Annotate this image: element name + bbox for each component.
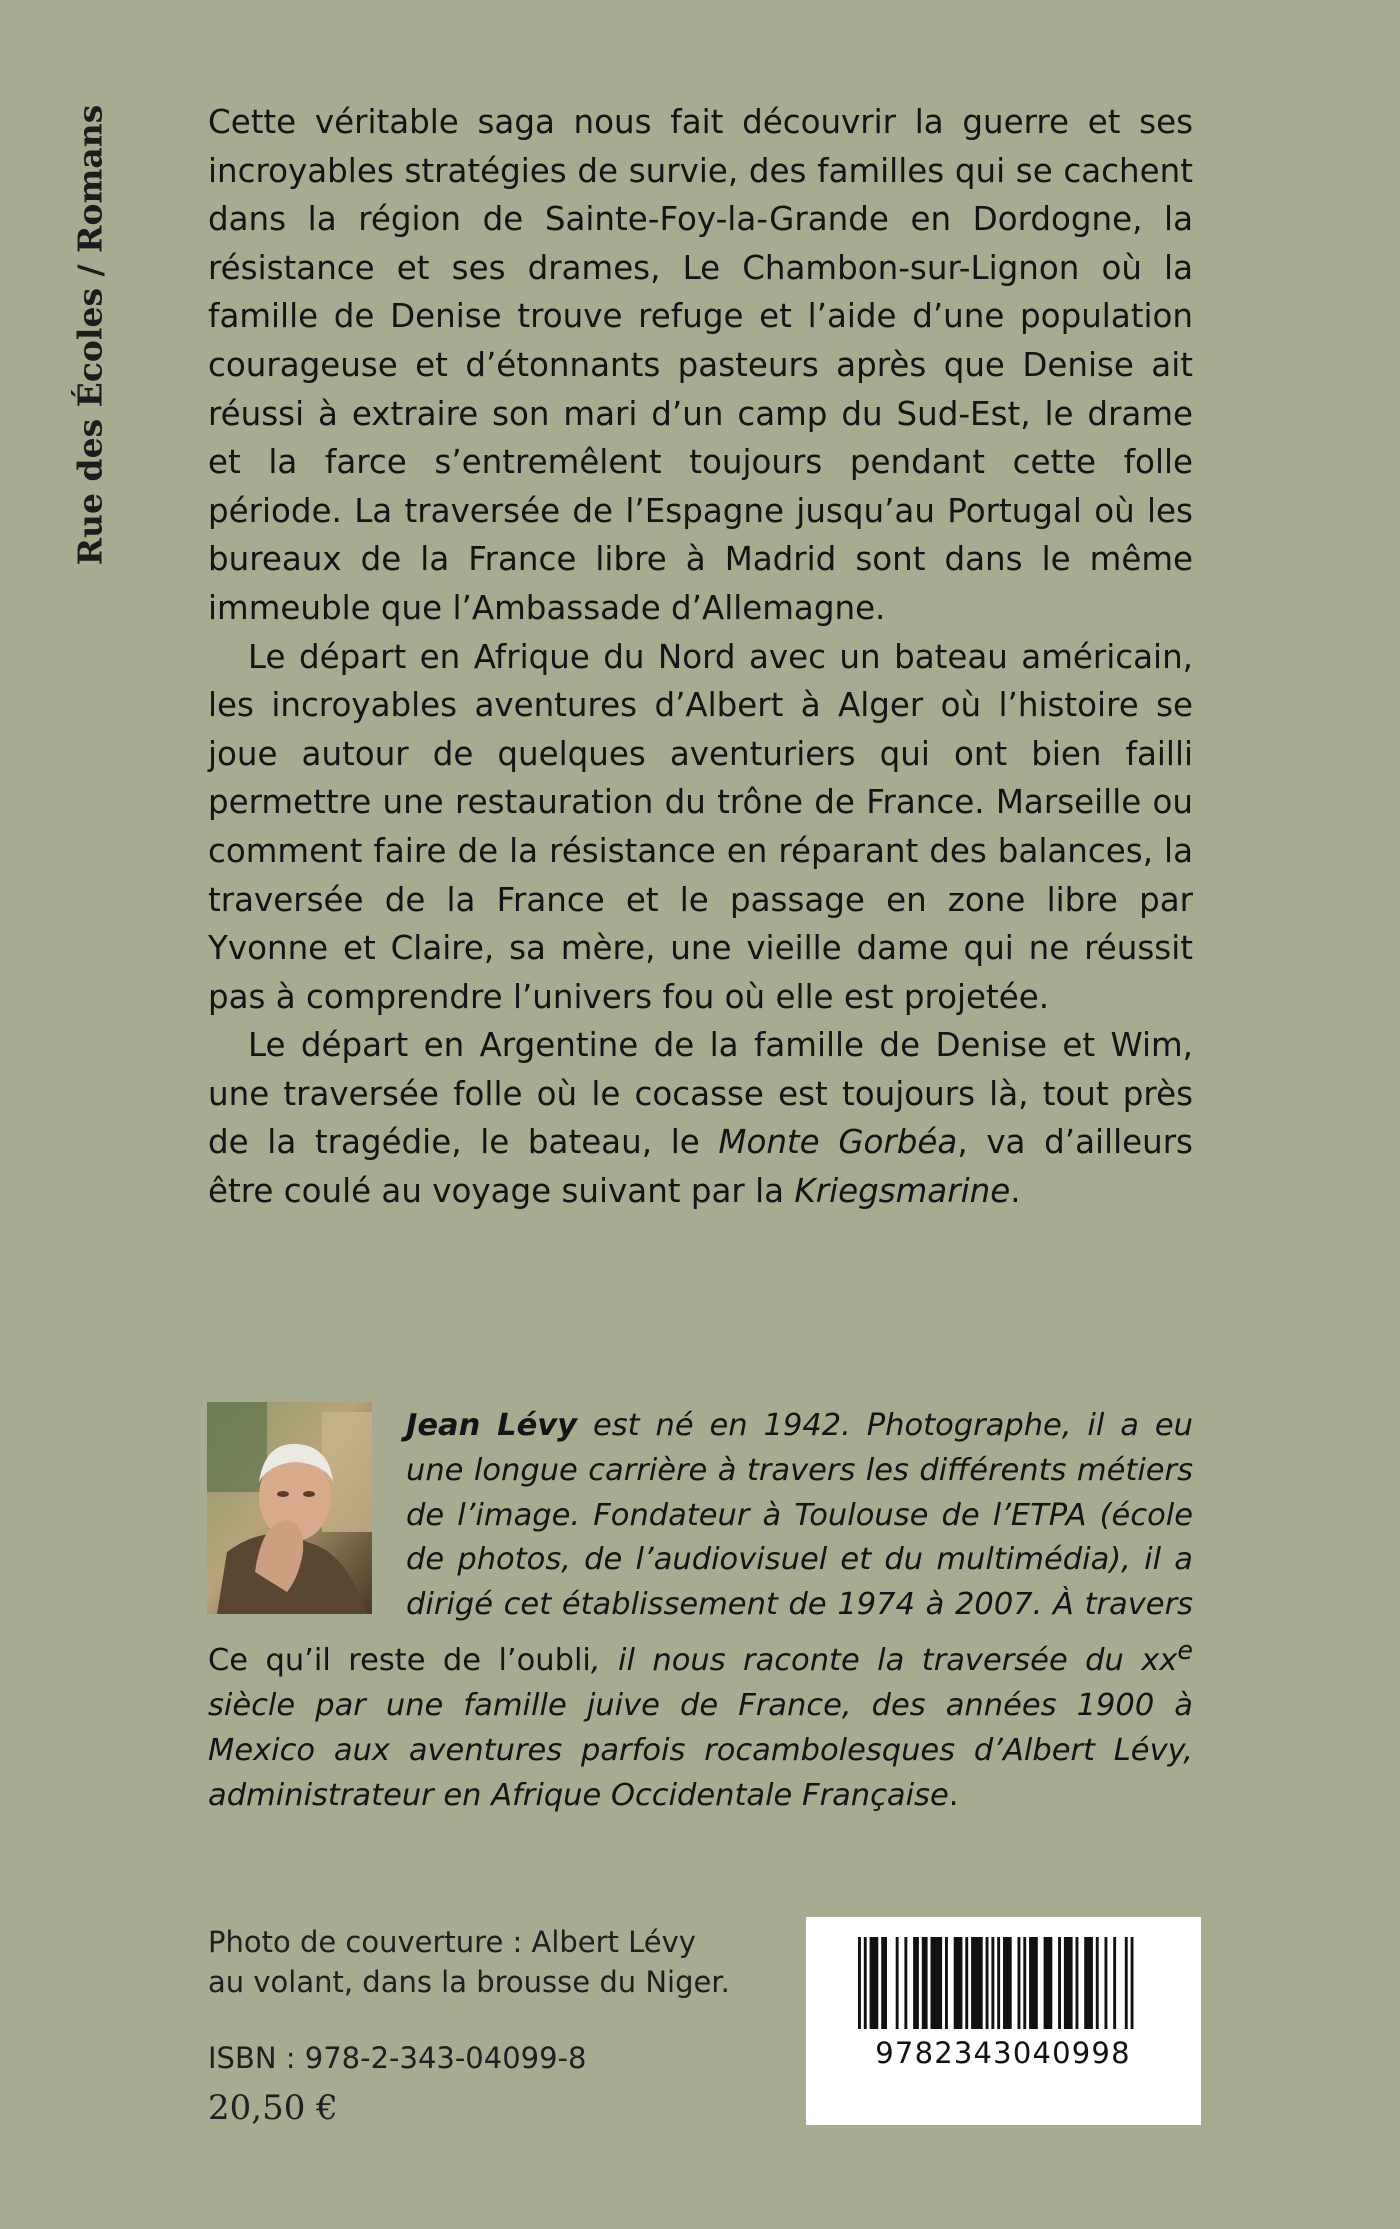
barcode-bar — [904, 1937, 907, 2029]
barcode-bar — [1064, 1937, 1073, 2029]
barcode-bar — [1044, 1937, 1053, 2029]
barcode-bar — [945, 1937, 948, 2029]
barcode-bar — [1113, 1937, 1116, 2029]
credit-line-2: au volant, dans la brousse du Niger. — [208, 1965, 730, 1999]
barcode-bar — [1125, 1937, 1128, 2029]
barcode-bar — [1003, 1937, 1012, 2029]
barcode-bar — [954, 1937, 963, 2029]
synopsis — [208, 98, 1193, 1216]
barcode-bar — [986, 1937, 989, 2029]
barcode-bar — [1018, 1937, 1021, 2029]
century-superscript: e — [1177, 1634, 1193, 1665]
bio-text-a: est né en 1942. Photographe, il a eu une longue carrière à travers les différents métiers de l’image. Fondateur à Toulouse de l’ETPA (école de photos, de l’audiovisuel et du multimédia), il a dirigé cet établissement de 1974 à 2007. À travers — [406, 1408, 1193, 1623]
isbn-label: ISBN : 978-2-343-04099-8 — [208, 2041, 587, 2075]
barcode-graphic — [806, 1917, 1201, 2125]
barcode-bar — [870, 1937, 879, 2029]
barcode-bar — [991, 1937, 994, 2029]
spine-collection-label — [62, 100, 118, 570]
synopsis-p3-text-c: . — [1010, 1172, 1021, 1211]
synopsis-paragraph-3 — [208, 1021, 1193, 1215]
barcode-bar — [858, 1937, 861, 2029]
barcode-bar — [864, 1937, 867, 2029]
synopsis-paragraph-2: Le départ en Afrique du Nord avec un bateau américain, les incroyables aventures d’Albert à Alger où l’histoire se joue autour de quelques aventuriers qui ont bien failli permettre une restauration du trône de France. Marseille ou comment faire de la résistance en réparant des balances, la traversée de la France et le passage en zone libre par Yvonne et Claire, sa mère, une vieille dame qui ne réussit pas à comprendre l’univers fou où elle est projetée. — [208, 637, 1193, 1016]
barcode-bar — [896, 1937, 899, 2029]
barcode-bar — [971, 1937, 983, 2029]
barcode-bar — [1084, 1937, 1093, 2029]
navy-name: Kriegsmarine — [794, 1172, 1011, 1211]
barcode-bar — [922, 1937, 928, 2029]
credit-line-1: Photo de couverture : Albert Lévy — [208, 1925, 696, 1959]
author-bio — [208, 1404, 1193, 1818]
synopsis-p3-text-a: Le départ en Argentine de la famille de Denise et Wim, une traversée folle où le cocasse est toujours là, tout près de la tragédie, le bateau, le — [208, 1026, 1193, 1162]
barcode-bar — [1058, 1937, 1061, 2029]
barcode-bar — [997, 1937, 1000, 2029]
synopsis-paragraph-1: Cette véritable saga nous fait découvrir la guerre et ses incroyables stratégies de survie, des familles qui se cachent dans la région de Sainte-Foy-la-Grande en Dordogne, la résistance et ses drames, Le Chambon-sur-Lignon où la famille de Denise trouve refuge et l’aide d’une population courageuse et d’étonnants pasteurs après que Denise ait réussi à extraire son mari d’un camp du Sud-Est, le drame et la farce s’entremêlent toujours pendant cette folle période. La traversée de l’Espagne jusqu’au Portugal où les bureaux de la France libre à Madrid sont dans le même immeuble que l’Ambassade d’Allemagne. — [208, 103, 1193, 627]
photo-wrap-space — [208, 1404, 406, 1618]
barcode-digits: 9782343040998 — [875, 2036, 1131, 2070]
barcode-bars — [858, 1937, 1134, 2029]
synopsis-p3-text-b: , va d’ailleurs être coulé au voyage suivant par la — [208, 1123, 1193, 1211]
century-numeral: xx — [1141, 1643, 1178, 1679]
price-label: 20,50 € — [208, 2088, 338, 2128]
cover-photo-credit — [208, 1922, 730, 2002]
bio-text-b: , il nous raconte la traversée du — [590, 1643, 1142, 1679]
author-name: Jean Lévy — [406, 1408, 578, 1443]
barcode — [806, 1917, 1201, 2125]
barcode-bar — [1105, 1937, 1108, 2029]
barcode-bar — [1029, 1937, 1038, 2029]
barcode-bar — [913, 1937, 919, 2029]
ship-name: Monte Gorbéa — [718, 1123, 958, 1162]
barcode-bar — [1076, 1937, 1079, 2029]
book-title: Ce qu’il reste de l’oubli — [208, 1643, 591, 1679]
spine-text: Rue des Écoles / Romans — [70, 104, 110, 566]
bio-text-c: siècle par une famille juive de France, des années 1900 à Mexico aux aventures parfois rocambolesques d’Albert Lévy, administrateur en Afrique Occidentale Française — [208, 1687, 1193, 1813]
barcode-bar — [881, 1937, 887, 2029]
bio-text-d: . — [948, 1777, 959, 1813]
barcode-bar — [931, 1937, 943, 2029]
barcode-bar — [1096, 1937, 1099, 2029]
barcode-bar — [1131, 1937, 1134, 2029]
barcode-bar — [1023, 1937, 1026, 2029]
barcode-bar — [965, 1937, 968, 2029]
